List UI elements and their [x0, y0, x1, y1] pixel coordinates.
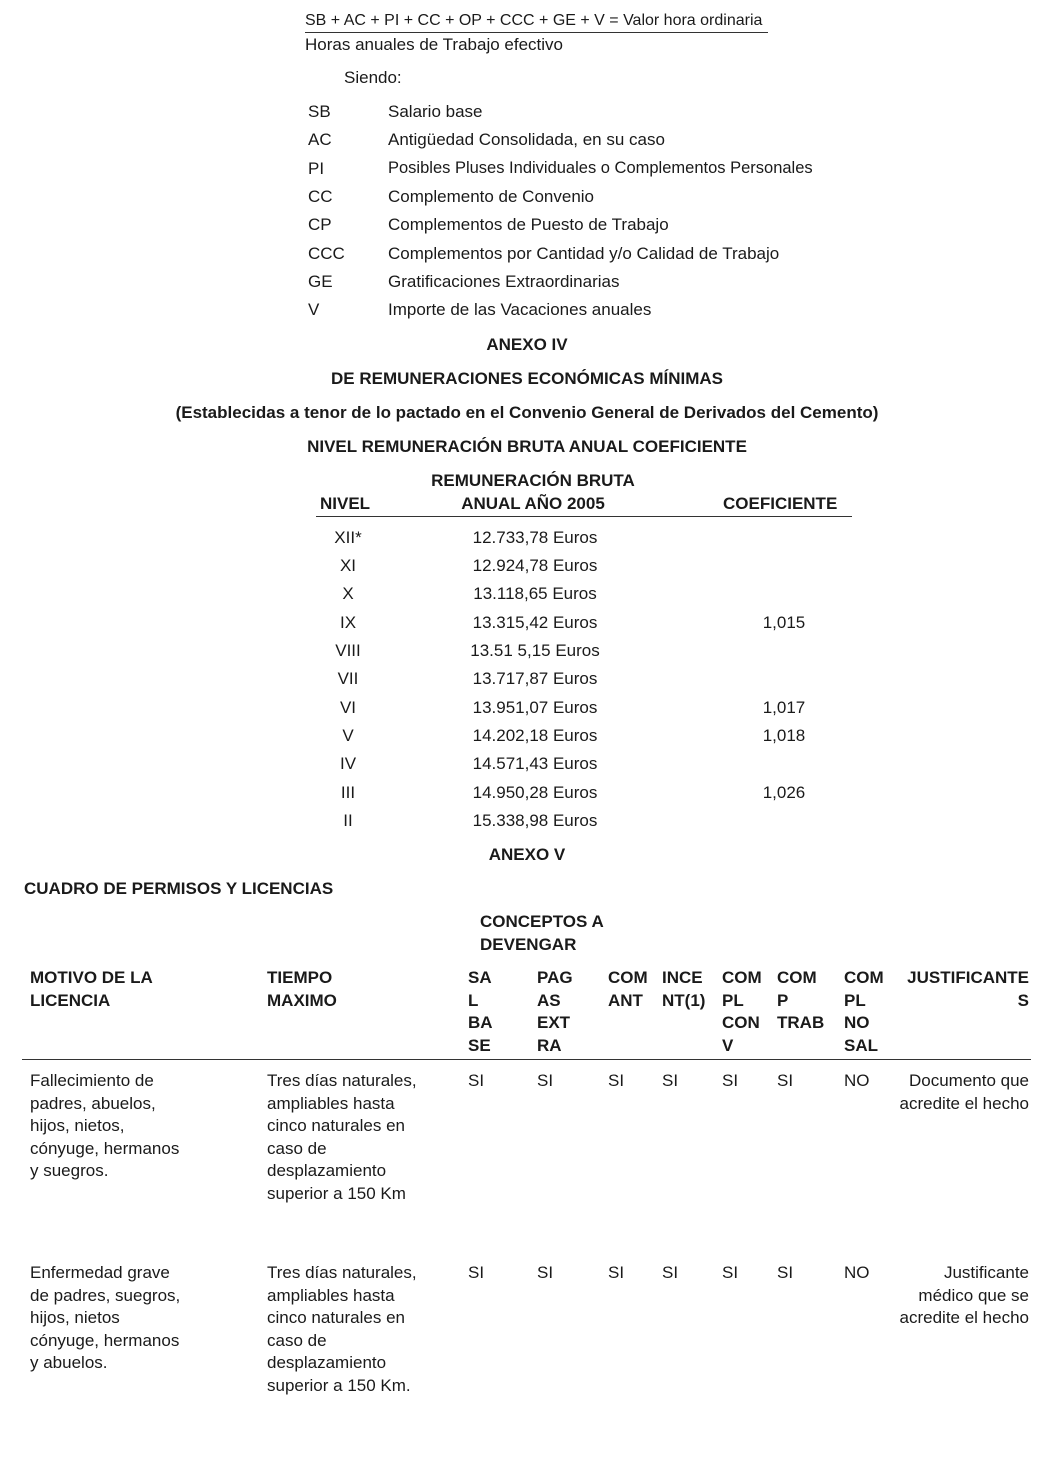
definition-text: Complementos por Cantidad y/o Calidad de Trabajo	[388, 244, 780, 263]
header-tiempo: TIEMPO MAXIMO	[267, 968, 337, 1010]
definition-abbr: CP	[308, 215, 332, 234]
definition-abbr: CC	[308, 187, 333, 206]
compl-no-sal-cell: NO	[844, 1071, 870, 1090]
tiempo-cell: Tres días naturales, ampliables hasta cinco naturales en caso de desplazamiento superior a 150 Km	[267, 1071, 417, 1203]
header-pag-extra: PAG AS EXT RA	[537, 968, 573, 1055]
definition-abbr: AC	[308, 130, 332, 149]
definition-abbr: PI	[308, 159, 325, 178]
anexo-iv-title: ANEXO IV	[486, 335, 568, 354]
motivo-cell: Fallecimiento de padres, abuelos, hijos, nietos, cónyuge, hermanos y suegros.	[30, 1071, 180, 1181]
com-ant-cell: SI	[608, 1071, 625, 1090]
siendo-label: Siendo:	[344, 68, 402, 87]
remuneracion-cell: 12.924,78 Euros	[472, 556, 598, 575]
formula-denominator: Horas anuales de Trabajo efectivo	[305, 35, 563, 54]
coeficiente-cell: 1,026	[762, 783, 806, 802]
header-compl-conv: COM PL CON V	[722, 968, 762, 1055]
compl-no-sal-cell: NO	[844, 1263, 870, 1282]
remuneracion-cell: 13.315,42 Euros	[472, 613, 598, 632]
table-header-rule	[316, 516, 852, 517]
nivel-cell: VII	[337, 669, 359, 688]
remuneracion-cell: 14.571,43 Euros	[472, 754, 598, 773]
header-sal-base: SA L BA SE	[468, 968, 492, 1055]
header-justificantes: JUSTIFICANTE S	[907, 968, 1029, 1010]
header-compl-no-sal: COM PL NO SAL	[844, 968, 884, 1055]
remuneracion-cell: 13.51 5,15 Euros	[470, 641, 600, 660]
nivel-cell: II	[343, 811, 353, 830]
justificante-cell: Justificante médico que se acredite el hecho	[899, 1263, 1029, 1328]
definition-text: Gratificaciones Extraordinarias	[388, 272, 620, 291]
formula-numerator: SB + AC + PI + CC + OP + CCC + GE + V = Valor hora ordinaria	[305, 11, 768, 33]
incent-cell: SI	[662, 1263, 679, 1282]
header-comp-trab: COM P TRAB	[777, 968, 825, 1033]
remuneracion-cell: 13.951,07 Euros	[472, 698, 598, 717]
nivel-cell: V	[342, 726, 354, 745]
col-header-nivel: NIVEL	[320, 494, 371, 513]
col-header-remuneracion: REMUNERACIÓN BRUTA	[431, 471, 635, 490]
definition-abbr: CCC	[308, 244, 345, 263]
definition-abbr: SB	[308, 102, 331, 121]
nivel-cell: VIII	[335, 641, 361, 660]
incent-cell: SI	[662, 1071, 679, 1090]
remuneracion-cell: 12.733,78 Euros	[472, 528, 598, 547]
header-com-ant: COM ANT	[608, 968, 648, 1010]
coeficiente-cell: 1,017	[762, 698, 806, 717]
anexo-v-title: ANEXO V	[488, 845, 566, 864]
definition-abbr: GE	[308, 272, 333, 291]
definition-text: Complemento de Convenio	[388, 187, 595, 206]
sal-base-cell: SI	[468, 1071, 485, 1090]
header-incent: INCE NT(1)	[662, 968, 706, 1010]
nivel-cell: XI	[339, 556, 357, 575]
pag-extra-cell: SI	[537, 1071, 554, 1090]
remuneracion-cell: 14.950,28 Euros	[472, 783, 598, 802]
nivel-cell: IV	[339, 754, 357, 773]
com-ant-cell: SI	[608, 1263, 625, 1282]
compl-conv-cell: SI	[722, 1071, 739, 1090]
remuneracion-cell: 14.202,18 Euros	[472, 726, 598, 745]
compl-conv-cell: SI	[722, 1263, 739, 1282]
remuneracion-cell: 13.717,87 Euros	[472, 669, 598, 688]
coeficiente-cell: 1,015	[762, 613, 806, 632]
remuneracion-cell: 13.118,65 Euros	[473, 584, 597, 603]
sal-base-cell: SI	[468, 1263, 485, 1282]
nivel-cell: X	[342, 584, 354, 603]
nivel-cell: IX	[339, 613, 357, 632]
pag-extra-cell: SI	[537, 1263, 554, 1282]
nivel-cell: VI	[339, 698, 357, 717]
permisos-header-rule	[22, 1059, 1031, 1060]
justificante-cell: Documento que acredite el hecho	[899, 1071, 1029, 1113]
definition-text: Posibles Pluses Individuales o Complementos Personales	[388, 159, 813, 177]
conceptos-line-2: DEVENGAR	[480, 935, 577, 954]
cuadro-title: CUADRO DE PERMISOS Y LICENCIAS	[24, 879, 334, 898]
comp-trab-cell: SI	[777, 1071, 794, 1090]
definition-abbr: V	[308, 300, 320, 319]
motivo-cell: Enfermedad grave de padres, suegros, hijos, nietos cónyuge, hermanos y abuelos.	[30, 1263, 181, 1373]
tiempo-cell: Tres días naturales, ampliables hasta cinco naturales en caso de desplazamiento superior a 150 Km.	[267, 1263, 417, 1395]
anexo-iv-heading: NIVEL REMUNERACIÓN BRUTA ANUAL COEFICIENTE	[307, 437, 747, 456]
nivel-cell: XII*	[334, 528, 362, 547]
header-motivo: MOTIVO DE LA LICENCIA	[30, 968, 153, 1010]
col-header-anual: ANUAL AÑO 2005	[461, 494, 605, 513]
anexo-iv-note: (Establecidas a tenor de lo pactado en el Convenio General de Derivados del Cemento)	[175, 403, 879, 422]
nivel-cell: III	[340, 783, 356, 802]
definition-text: Importe de las Vacaciones anuales	[388, 300, 652, 319]
coeficiente-cell: 1,018	[762, 726, 806, 745]
anexo-iv-subtitle: DE REMUNERACIONES ECONÓMICAS MÍNIMAS	[331, 369, 723, 388]
definition-text: Salario base	[388, 102, 483, 121]
conceptos-line-1: CONCEPTOS A	[480, 912, 604, 931]
definition-text: Antigüedad Consolidada, en su caso	[388, 130, 665, 149]
comp-trab-cell: SI	[777, 1263, 794, 1282]
remuneracion-cell: 15.338,98 Euros	[472, 811, 598, 830]
definition-text: Complementos de Puesto de Trabajo	[388, 215, 669, 234]
col-header-coeficiente: COEFICIENTE	[723, 494, 838, 513]
